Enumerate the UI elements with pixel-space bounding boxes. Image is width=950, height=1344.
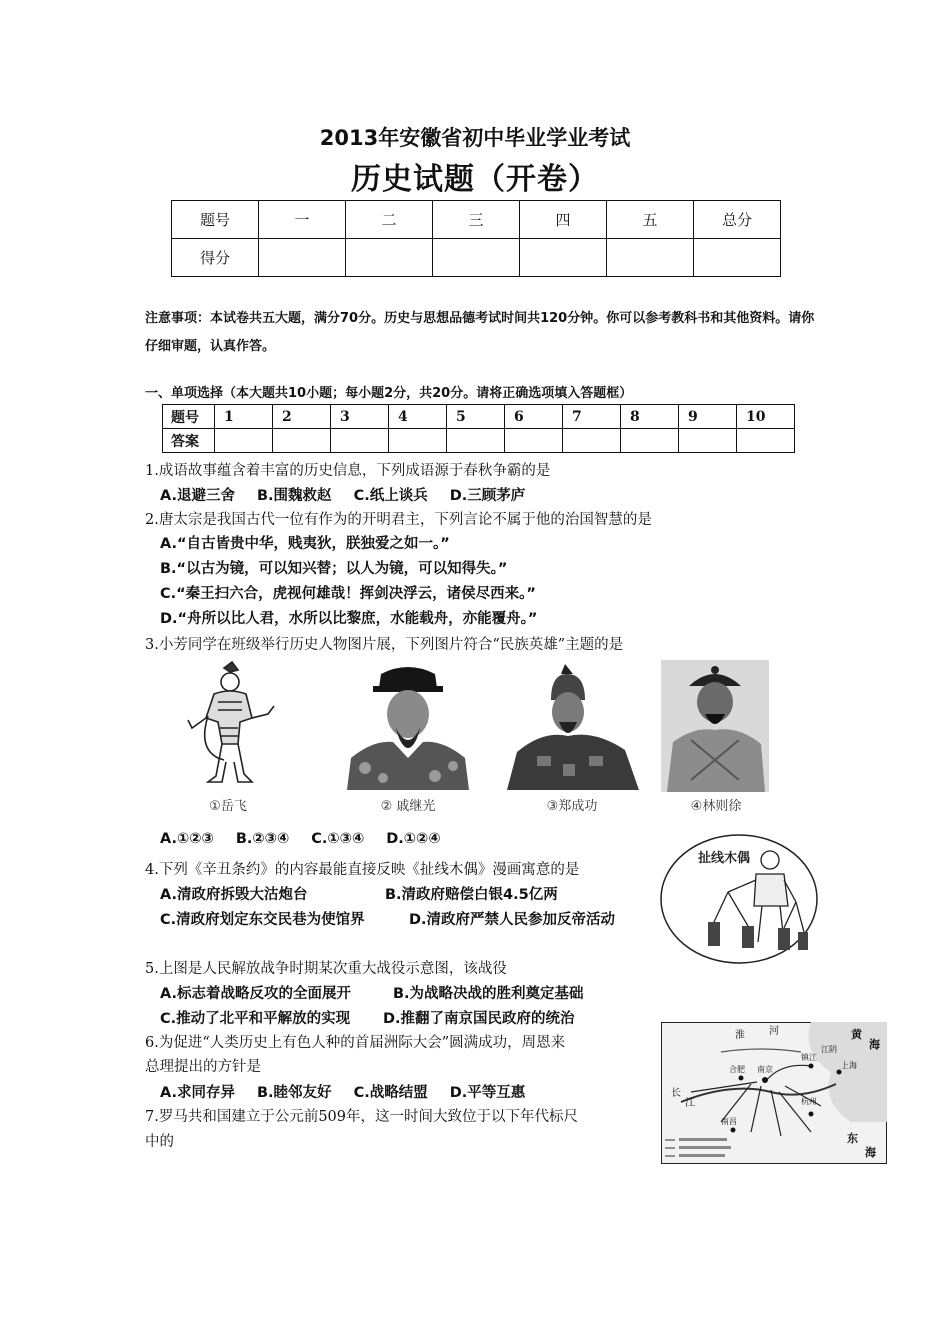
score-input-cell[interactable] [694,239,781,277]
question-3-stem: 3.小芳同学在班级举行历史人物图片展，下列图片符合“民族英雄”主题的是 [145,637,624,653]
score-input-cell[interactable] [607,239,694,277]
portrait-yue-fei [178,658,278,790]
answer-number: 10 [737,405,795,429]
option: D.①②④ [386,831,441,847]
map-label: 南京 [757,1065,773,1074]
answer-row-label: 答案 [163,429,215,453]
option: A.①②③ [160,831,214,847]
answer-number: 6 [505,405,563,429]
option: A.求同存异 [160,1085,235,1101]
option: B.围魏救赵 [257,488,332,504]
score-cell: 题号 [172,201,259,239]
answer-input-cell[interactable] [389,429,447,453]
answer-table-number-row [163,405,795,429]
question-7-stem-line1: 7.罗马共和国建立于公元前509年，这一时间大致位于以下年代标尺 [145,1109,579,1125]
answer-number: 2 [273,405,331,429]
campaign-map [661,1022,887,1164]
map-label: 长 [671,1088,681,1099]
question-4-option-c: C.清政府划定东交民巷为使馆界 [160,912,365,928]
portrait-caption: ③郑成功 [546,799,598,814]
answer-row-label: 题号 [163,405,215,429]
question-2-option-d: D.“舟所以比人君，水所以比黎庶，水能载舟，亦能覆舟。” [160,611,538,627]
map-label: 南昌 [721,1117,737,1126]
option: C.①③④ [311,831,365,847]
map-label: 河 [769,1026,779,1037]
option: C.纸上谈兵 [353,488,428,504]
question-5-option-d: D.推翻了南京国民政府的统治 [383,1011,575,1027]
exam-notice: 注意事项：本试卷共五大题，满分70分。历史与思想品德考试时间共120分钟。你可以参考教科书和其他资料。请你仔细审题，认真作答。 [145,311,815,354]
score-cell: 总分 [694,201,781,239]
map-label: 镇江 [801,1053,817,1062]
section-heading: 一、单项选择（本大题共10小题；每小题2分，共20分。请将正确选项填入答题框） [145,386,633,401]
answer-number: 1 [215,405,273,429]
answer-input-cell[interactable] [447,429,505,453]
answer-table [162,404,795,453]
map-label: 海 [865,1146,876,1159]
exam-subtitle: 历史试题（开卷） [351,162,599,197]
portrait-caption: ② 戚继光 [380,799,436,814]
question-1-options [160,484,547,505]
question-2-option-a: A.“自古皆贵中华，贱夷狄，朕独爱之如一。” [160,536,450,552]
score-cell: 得分 [172,239,259,277]
portrait-zheng-chenggong [503,660,641,790]
score-input-cell[interactable] [520,239,607,277]
portrait-caption: ①岳飞 [209,799,247,814]
answer-input-cell[interactable] [563,429,621,453]
question-4-option-b: B.清政府赔偿白银4.5亿两 [385,887,558,903]
option: A.退避三舍 [160,488,235,504]
question-2-option-b: B.“以古为镜，可以知兴替；以人为镜，可以知得失。” [160,561,508,577]
score-input-cell[interactable] [433,239,520,277]
question-5-stem: 5.上图是人民解放战争时期某次重大战役示意图，该战役 [145,961,507,977]
option: D.三顾茅庐 [449,488,526,504]
option: D.平等互惠 [449,1085,526,1101]
question-6-stem-line1: 6.为促进“人类历史上有色人种的首届洲际大会”圆满成功，周恩来 [145,1035,566,1051]
cartoon-title: 扯线木偶 [698,851,751,866]
portrait-caption: ④林则徐 [690,799,742,814]
answer-number: 8 [621,405,679,429]
question-5-option-c: C.推动了北平和平解放的实现 [160,1011,351,1027]
exam-title: 2013年安徽省初中毕业学业考试 [319,126,631,150]
answer-input-cell[interactable] [215,429,273,453]
score-table-header-row [172,201,781,239]
score-input-cell[interactable] [259,239,346,277]
map-label: 江 [685,1098,695,1109]
question-4-stem: 4.下列《辛丑条约》的内容最能直接反映《扯线木偶》漫画寓意的是 [145,862,580,878]
puppet-cartoon [658,832,820,966]
answer-number: 9 [679,405,737,429]
score-table [171,200,781,277]
answer-number: 3 [331,405,389,429]
map-label: 江阴 [821,1045,837,1054]
map-label: 杭州 [801,1097,817,1106]
question-3-options [160,831,463,847]
answer-input-cell[interactable] [331,429,389,453]
answer-input-cell[interactable] [621,429,679,453]
option: C.战略结盟 [353,1085,428,1101]
portrait-lin-zexu [661,660,769,792]
question-6-stem-line2: 总理提出的方针是 [145,1059,261,1075]
score-cell: 五 [607,201,694,239]
answer-table-answer-row [163,429,795,453]
option: B.睦邻友好 [257,1085,332,1101]
score-cell: 二 [346,201,433,239]
score-table-score-row [172,239,781,277]
option: B.②③④ [235,831,290,847]
map-label: 淮 [735,1030,745,1041]
answer-number: 5 [447,405,505,429]
answer-input-cell[interactable] [273,429,331,453]
map-label: 上海 [841,1061,857,1070]
question-7-stem-line2: 中的 [145,1134,174,1150]
answer-input-cell[interactable] [737,429,795,453]
score-cell: 三 [433,201,520,239]
question-1-stem: 1.成语故事蕴含着丰富的历史信息，下列成语源于春秋争霸的是 [145,463,551,479]
map-label: 黄 [851,1028,862,1041]
question-6-options [160,1081,547,1102]
score-cell: 四 [520,201,607,239]
question-2-option-c: C.“秦王扫六合，虎视何雄哉！挥剑决浮云，诸侯尽西来。” [160,586,536,602]
score-cell: 一 [259,201,346,239]
question-4-option-a: A.清政府拆毁大沽炮台 [160,887,308,903]
answer-input-cell[interactable] [505,429,563,453]
question-4-option-d: D.清政府严禁人民参加反帝活动 [409,912,616,928]
question-5-option-a: A.标志着战略反攻的全面展开 [160,986,351,1002]
answer-input-cell[interactable] [679,429,737,453]
map-label: 东 [847,1132,858,1145]
question-5-option-b: B.为战略决战的胜利奠定基础 [393,986,584,1002]
score-input-cell[interactable] [346,239,433,277]
map-label: 合肥 [729,1065,745,1074]
question-2-stem: 2.唐太宗是我国古代一位有作为的开明君主，下列言论不属于他的治国智慧的是 [145,512,652,528]
answer-number: 7 [563,405,621,429]
answer-number: 4 [389,405,447,429]
portrait-qi-jiguang [343,658,473,790]
map-label: 海 [869,1038,880,1051]
